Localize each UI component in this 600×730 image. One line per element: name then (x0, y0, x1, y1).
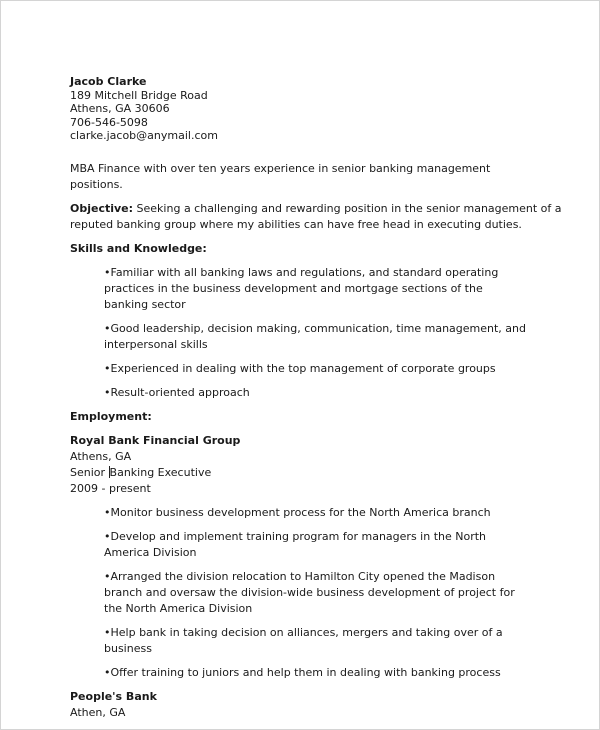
contact-email: clarke.jacob@anymail.com (70, 129, 218, 142)
bullet-icon: • (104, 569, 111, 583)
employment-heading: Employment: (70, 409, 152, 423)
bullet-icon: • (104, 529, 111, 543)
list-item: •Result-oriented approach (104, 385, 250, 399)
job-company: People's Bank (70, 689, 157, 703)
list-item: •Good leadership, decision making, communication, time management, and interpersonal skills (104, 321, 526, 351)
bullet-icon: • (104, 625, 111, 639)
list-item: •Monitor business development process for the North America branch (104, 505, 491, 519)
job-title: Senior Banking Executive (70, 465, 212, 479)
bullet-icon: • (104, 385, 111, 399)
list-item: •Develop and implement training program for managers in the North America Division (104, 529, 487, 559)
list-item: •Experienced in dealing with the top management of corporate groups (104, 361, 496, 375)
resume-document (70, 75, 562, 721)
job-peoples-bank (70, 689, 530, 721)
skills-list (104, 265, 530, 401)
bullet-icon: • (104, 265, 111, 279)
list-item: •Arranged the division relocation to Hamilton City opened the Madison branch and oversaw the division-wide business development of project for the North America Division (104, 569, 515, 615)
list-item: •Offer training to juniors and help them in dealing with banking process (104, 665, 501, 679)
job-company: Royal Bank Financial Group (70, 433, 241, 447)
list-item: •Help bank in taking decision on alliances, mergers and taking over of a business (104, 625, 503, 655)
bullet-icon: • (104, 361, 111, 375)
contact-city: Athens, GA 30606 (70, 102, 170, 115)
contact-phone: 706-546-5098 (70, 115, 148, 129)
objective-text-line2: reputed banking group where my abilities can have free head in executing duties. (70, 217, 522, 231)
duties-list (104, 505, 530, 681)
objective-section (70, 201, 562, 233)
job-royal-bank (70, 433, 530, 681)
contact-address: 189 Mitchell Bridge Road (70, 88, 208, 102)
objective-label: Objective: (70, 201, 134, 215)
objective-text-line1: Seeking a challenging and rewarding position in the senior management of a (133, 201, 562, 215)
job-dates: 2009 - present (70, 481, 151, 495)
job-location: Athens, GA (70, 449, 132, 463)
bullet-icon: • (104, 665, 111, 679)
skills-heading: Skills and Knowledge: (70, 241, 207, 255)
bullet-icon: • (104, 505, 111, 519)
contact-name: Jacob Clarke (70, 75, 147, 88)
contact-block (70, 75, 530, 143)
list-item: •Familiar with all banking laws and regulations, and standard operating practices in the business development and mortgage sections of the banking sector (104, 265, 499, 311)
job-location: Athen, GA (70, 705, 126, 719)
summary-text: MBA Finance with over ten years experience in senior banking management positions. (70, 161, 491, 191)
bullet-icon: • (104, 321, 111, 335)
